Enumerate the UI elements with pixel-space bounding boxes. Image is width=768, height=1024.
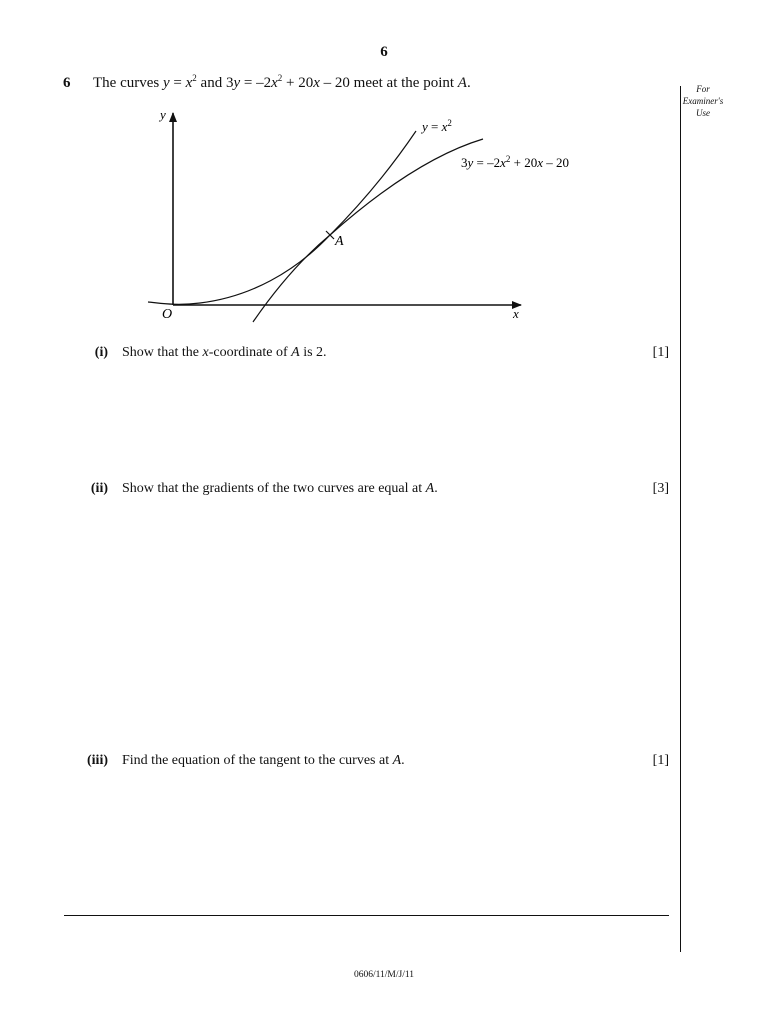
paper-code-footer: 0606/11/M/J/11	[354, 970, 414, 980]
part-ii-label: (ii)	[90, 481, 108, 496]
part-ii-marks: [3]	[652, 481, 669, 496]
part-iii-label: (iii)	[87, 753, 108, 768]
curve-label-y-equals-x-squared: $y = x^2$	[422, 118, 452, 134]
point-a-label: A	[335, 234, 344, 249]
question-stem: The curves $y = x^2$ and $3y = -2x^2 + 20x - 20$ meet at the point A.	[93, 73, 471, 91]
examiner-line-2: Examiner's	[682, 96, 724, 106]
part-i-label: (i)	[94, 345, 108, 360]
question-number: 6	[63, 75, 71, 91]
x-axis-label: x	[513, 306, 519, 321]
part-i-text: Show that the x-coordinate of A is 2.	[122, 345, 327, 360]
page-number: 6	[380, 44, 388, 60]
part-i-marks: [1]	[652, 345, 669, 360]
examiner-line-3: Use	[696, 108, 710, 118]
origin-label: O	[162, 307, 173, 322]
part-ii-text: Show that the gradients of the two curves are equal at A.	[122, 481, 438, 496]
curve-y-equals-x-squared	[148, 131, 416, 304]
y-axis-label: y	[160, 107, 166, 122]
part-iii-text: Find the equation of the tangent to the curves at A.	[122, 753, 405, 768]
curves-figure	[0, 0, 768, 340]
bottom-rule	[64, 915, 669, 916]
examiner-line-1: For	[696, 84, 710, 94]
curve-3y-parabola	[253, 139, 483, 322]
curve-label-3y-parabola: $3y = -2x^2 + 20x - 20$	[461, 154, 570, 170]
part-iii-marks: [1]	[652, 753, 669, 768]
